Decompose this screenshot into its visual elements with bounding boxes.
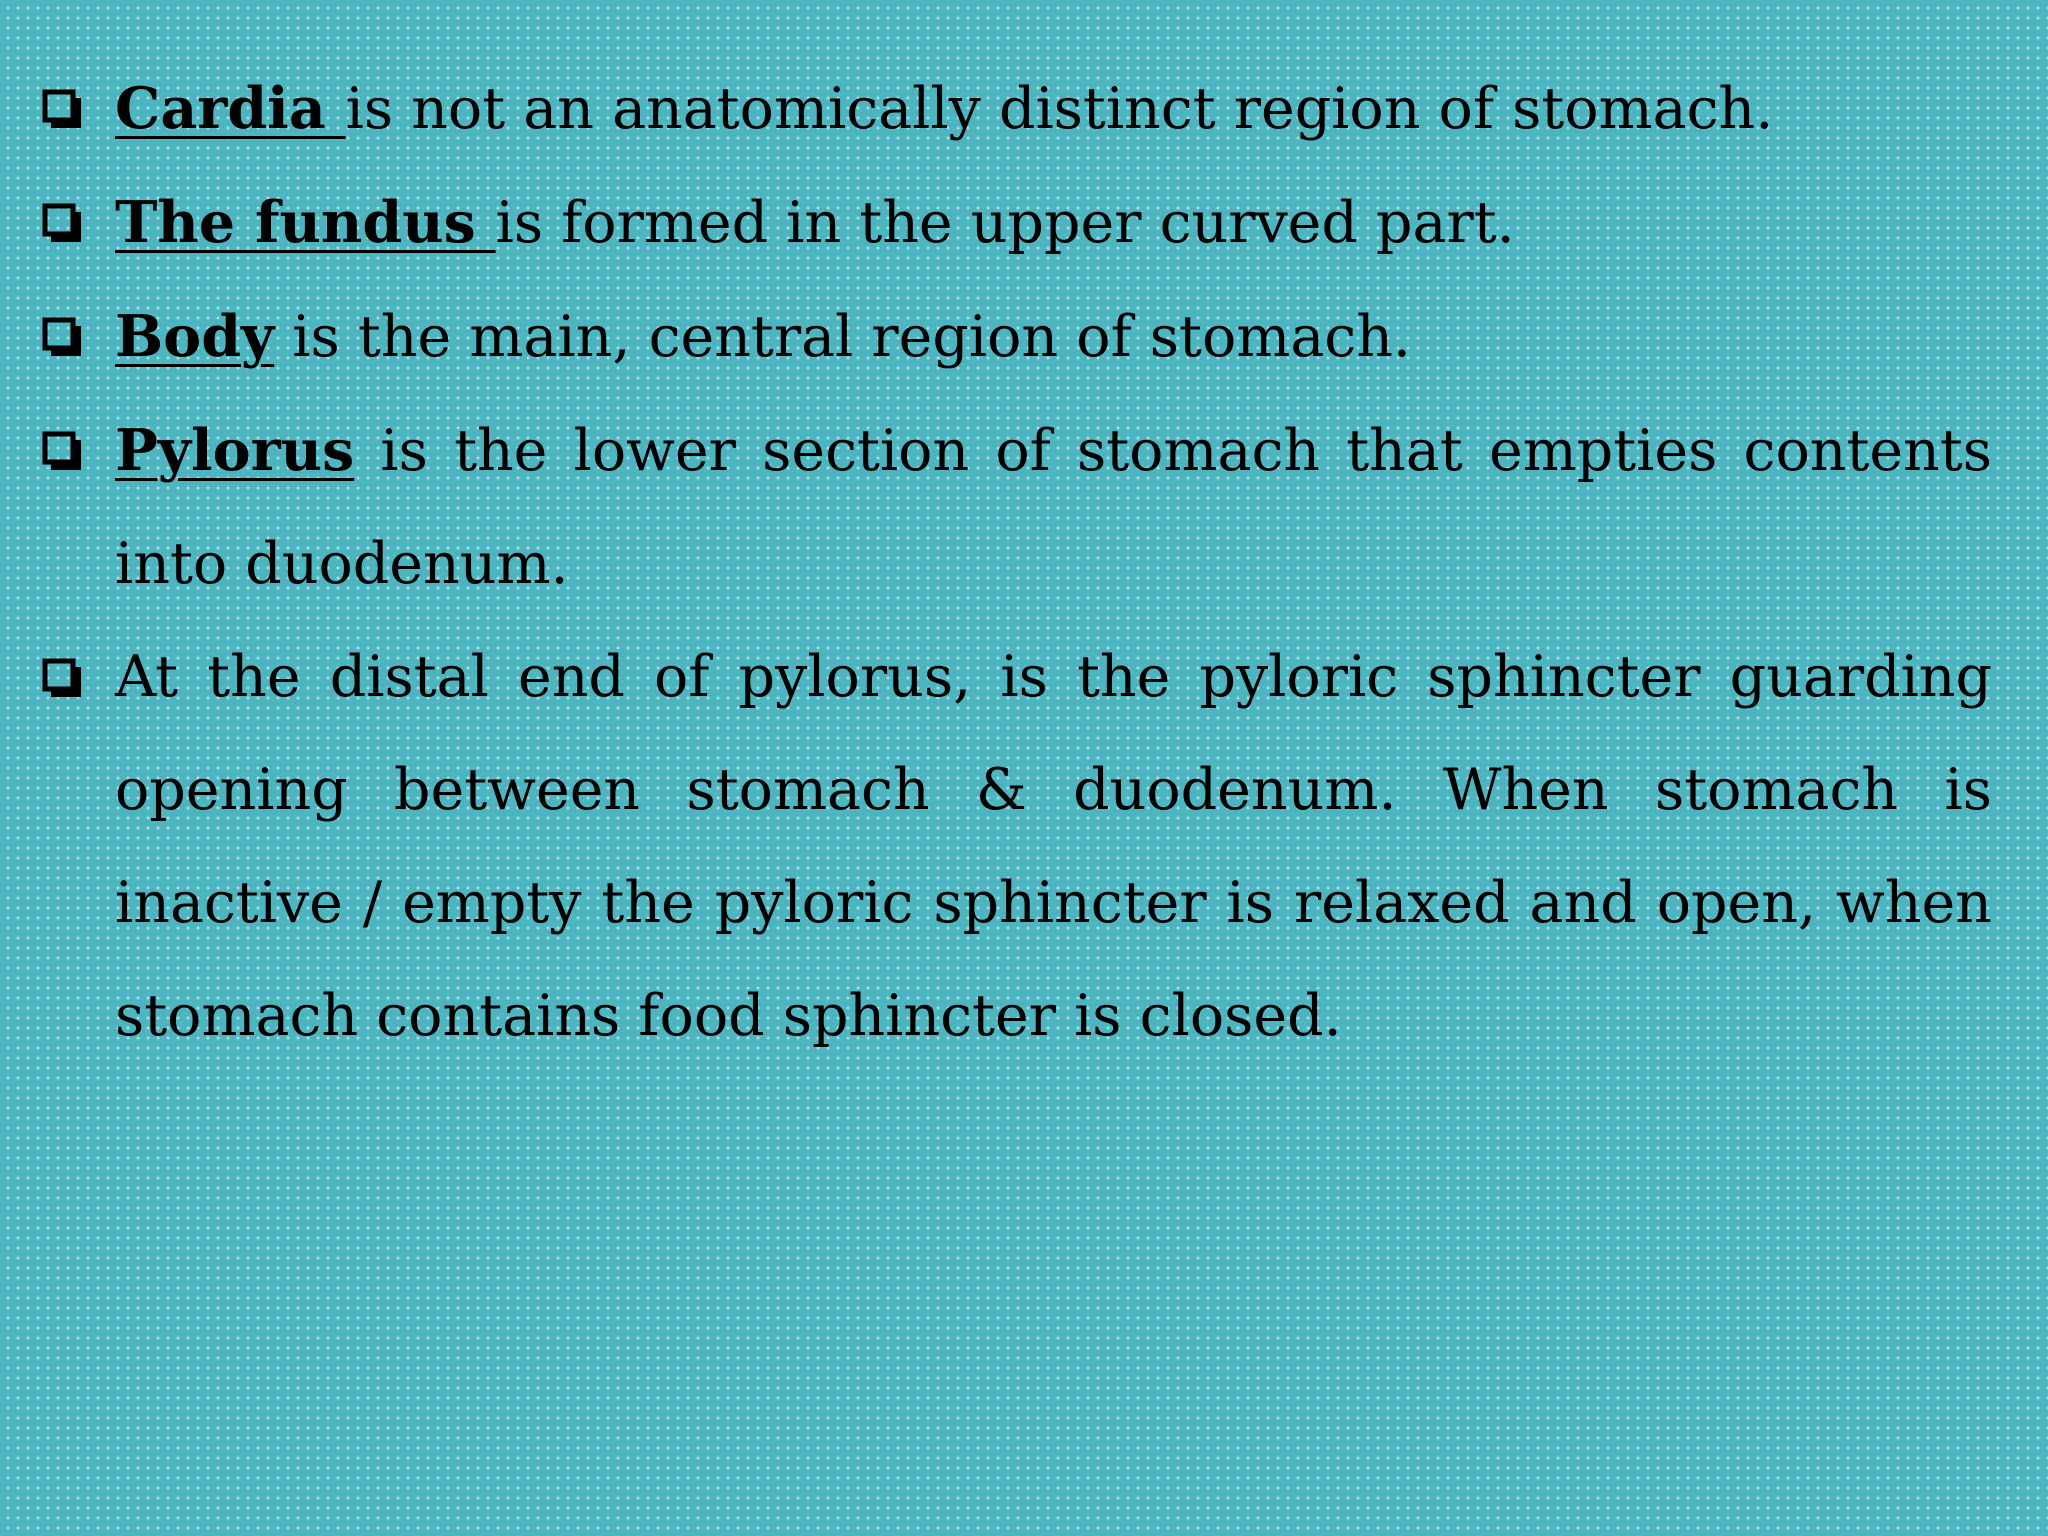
bullet-text: At the distal end of pylorus, is the pyloric sphincter guarding opening between stomach & duodenum. When stomach is inactive / empty the pyloric sphincter is relaxed and open, when stomach contains food sphincter is closed. [115, 644, 1992, 1049]
bullet-text: is the main, central region of stomach. [274, 304, 1412, 370]
hollow-square-icon [42, 89, 82, 129]
bullet-text: is formed in the upper curved part. [495, 190, 1515, 256]
term-label: The fundus [115, 189, 496, 256]
bullet-pylorus [42, 394, 1992, 621]
term-label: Pylorus [115, 417, 355, 484]
hollow-square-icon [42, 317, 82, 357]
slide-content [42, 52, 1992, 1073]
bullet-body [42, 280, 1992, 394]
bullet-text: is the lower section of stomach that empties contents into duodenum. [115, 418, 1992, 597]
hollow-square-icon [42, 658, 82, 698]
bullet-text: is not an anatomically distinct region of stomach. [345, 76, 1774, 142]
hollow-square-icon [42, 431, 82, 471]
bullet-fundus [42, 166, 1992, 280]
bullet-pyloric-sphincter [42, 621, 1992, 1073]
hollow-square-icon [42, 203, 82, 243]
bullet-cardia [42, 52, 1992, 166]
term-label: Cardia [115, 75, 346, 142]
term-label: Body [115, 303, 275, 370]
